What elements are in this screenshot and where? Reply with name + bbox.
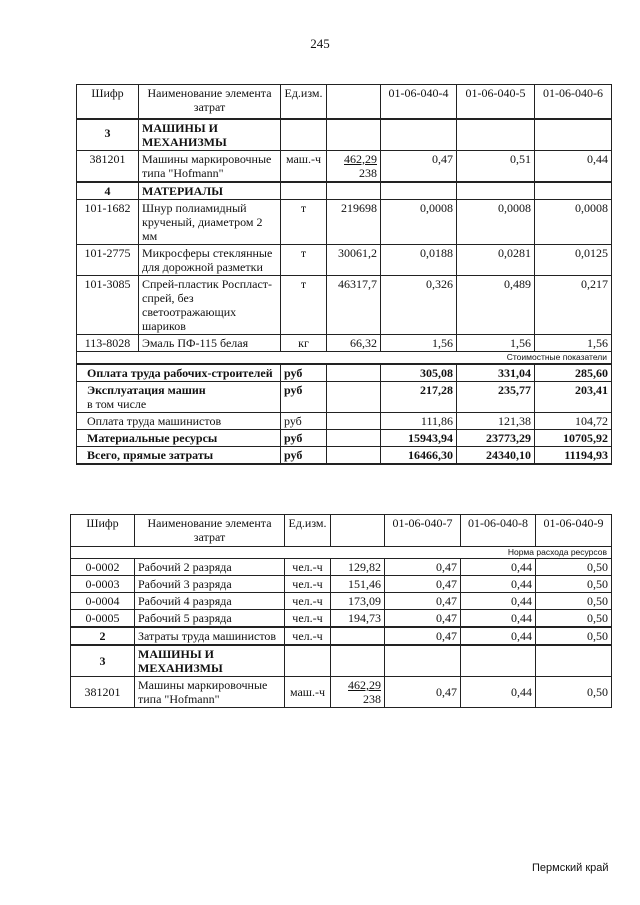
summary-label: Оплата труда машинистов: [77, 412, 281, 429]
row-price: 66,32: [327, 334, 381, 351]
summary-value-3: 285,60: [535, 364, 612, 382]
page-number: 245: [310, 36, 330, 51]
row-name: Микросферы стеклянные для дорожной разметки: [139, 244, 281, 275]
summary-value-1: 217,28: [381, 381, 457, 412]
header-blank: [331, 515, 385, 547]
row-value-3: 0,50: [536, 576, 612, 593]
row-value-3: 0,50: [536, 610, 612, 628]
row-unit: чел.-ч: [285, 593, 331, 610]
row-name: Эмаль ПФ-115 белая: [139, 334, 281, 351]
row-value-1: 0,47: [385, 677, 461, 708]
row-price: [331, 677, 385, 708]
price-bottom: 238: [363, 692, 381, 706]
row-unit: маш.-ч: [285, 677, 331, 708]
price-top: 462,29: [344, 151, 377, 166]
row-unit: чел.-ч: [285, 576, 331, 593]
row-value-1: 0,0188: [381, 244, 457, 275]
norm-row: [71, 547, 612, 559]
table-row: [71, 610, 612, 628]
section-machines: [77, 119, 612, 151]
header-unit: Ед.изм.: [281, 85, 327, 119]
row-value-3: 0,50: [536, 559, 612, 576]
section-code: 3: [71, 645, 135, 677]
row-name: Рабочий 2 разряда: [135, 559, 285, 576]
cost-indicators-label: Стоимостные показатели: [77, 351, 612, 364]
summary-unit: руб: [281, 381, 327, 412]
row-price: 151,46: [331, 576, 385, 593]
norm-label: Норма расхода ресурсов: [71, 547, 612, 559]
row-unit: кг: [281, 334, 327, 351]
table-row: [71, 593, 612, 610]
summary-row: [77, 446, 612, 464]
summary-value-3: 104,72: [535, 412, 612, 429]
row-unit: чел.-ч: [285, 610, 331, 628]
table2-header-row: [71, 515, 612, 547]
summary-value-2: 235,77: [457, 381, 535, 412]
summary-value-2: 24340,10: [457, 446, 535, 464]
row-value-1: 0,47: [385, 610, 461, 628]
row-value-2: 0,0281: [457, 244, 535, 275]
summary-unit: руб: [281, 412, 327, 429]
row-name: Рабочий 4 разряда: [135, 593, 285, 610]
header-col-2: 01-06-040-8: [461, 515, 536, 547]
row-value-2: 0,44: [461, 610, 536, 628]
header-col-1: 01-06-040-7: [385, 515, 461, 547]
section-code: 3: [77, 119, 139, 151]
table-row: [71, 576, 612, 593]
row-code: 0-0002: [71, 559, 135, 576]
summary-value-2: 121,38: [457, 412, 535, 429]
summary-label: Всего, прямые затраты: [77, 446, 281, 464]
table-row: [77, 244, 612, 275]
row-value-1: 0,47: [381, 150, 457, 182]
section-title: МАШИНЫ И МЕХАНИЗМЫ: [135, 645, 285, 677]
row-unit: т: [281, 244, 327, 275]
cost-indicators-row: [77, 351, 612, 364]
header-blank: [327, 85, 381, 119]
row-value-1: 1,56: [381, 334, 457, 351]
row-value-2: 0,51: [457, 150, 535, 182]
row-code: 0-0004: [71, 593, 135, 610]
row-name: Рабочий 3 разряда: [135, 576, 285, 593]
table-row: [77, 150, 612, 182]
row-value-3: 0,50: [536, 627, 612, 645]
row-code: 2: [71, 627, 135, 645]
summary-row: [77, 364, 612, 382]
table-row: [71, 559, 612, 576]
row-code: 101-2775: [77, 244, 139, 275]
header-code: Шифр: [77, 85, 139, 119]
row-code: 101-1682: [77, 199, 139, 244]
row-value-2: 0,44: [461, 677, 536, 708]
summary-label-main: Эксплуатация машин: [87, 382, 206, 397]
section-machines: [71, 645, 612, 677]
row-unit: т: [281, 275, 327, 334]
row-value-1: 0,0008: [381, 199, 457, 244]
table1-header-row: [77, 85, 612, 119]
row-value-1: 0,47: [385, 593, 461, 610]
summary-value-1: 16466,30: [381, 446, 457, 464]
summary-label: Оплата труда рабочих-строителей: [77, 364, 281, 382]
row-value-2: 0,44: [461, 559, 536, 576]
table-row: [77, 199, 612, 244]
row-value-3: 1,56: [535, 334, 612, 351]
summary-value-2: 23773,29: [457, 429, 535, 446]
row-code: 0-0005: [71, 610, 135, 628]
row-unit: т: [281, 199, 327, 244]
row-value-1: 0,326: [381, 275, 457, 334]
row-unit: чел.-ч: [285, 627, 331, 645]
summary-value-3: 11194,93: [535, 446, 612, 464]
summary-value-3: 10705,92: [535, 429, 612, 446]
summary-label: Материальные ресурсы: [77, 429, 281, 446]
summary-value-1: 15943,94: [381, 429, 457, 446]
summary-value-3: 203,41: [535, 381, 612, 412]
row-unit: чел.-ч: [285, 559, 331, 576]
row-name: Машины маркировочные типа "Hofmann": [139, 150, 281, 182]
row-value-2: 0,489: [457, 275, 535, 334]
row-value-3: 0,44: [535, 150, 612, 182]
header-col-3: 01-06-040-6: [535, 85, 612, 119]
row-code: 0-0003: [71, 576, 135, 593]
row-name: Затраты труда машинистов: [135, 627, 285, 645]
row-code: 381201: [77, 150, 139, 182]
row-price: 219698: [327, 199, 381, 244]
row-name: Рабочий 5 разряда: [135, 610, 285, 628]
summary-row: [77, 412, 612, 429]
summary-row: [77, 429, 612, 446]
header-name: Наименование элемента затрат: [139, 85, 281, 119]
resource-table-1: [76, 84, 612, 465]
row-price: 129,82: [331, 559, 385, 576]
resource-table-2: [70, 514, 612, 708]
price-top: 462,29: [348, 678, 381, 692]
row-value-2: 0,0008: [457, 199, 535, 244]
row-price: 46317,7: [327, 275, 381, 334]
header-name: Наименование элемента затрат: [135, 515, 285, 547]
header-col-1: 01-06-040-4: [381, 85, 457, 119]
summary-unit: руб: [281, 429, 327, 446]
row-price: 194,73: [331, 610, 385, 628]
row-value-2: 0,44: [461, 576, 536, 593]
summary-value-1: 111,86: [381, 412, 457, 429]
section-title: МАТЕРИАЛЫ: [139, 182, 281, 200]
row-code: 381201: [71, 677, 135, 708]
row-code: 113-8028: [77, 334, 139, 351]
row-value-3: 0,0125: [535, 244, 612, 275]
summary-label-sub: в том числе: [87, 396, 147, 411]
section-title: МАШИНЫ И МЕХАНИЗМЫ: [139, 119, 281, 151]
summary-row: [77, 381, 612, 412]
table-row: [71, 677, 612, 708]
summary-unit: руб: [281, 364, 327, 382]
row-name: Машины маркировочные типа "Hofmann": [135, 677, 285, 708]
row-value-3: 0,50: [536, 677, 612, 708]
row-name: Спрей-пластик Роспласт-спрей, без светоотражающих шариков: [139, 275, 281, 334]
table-row: [71, 627, 612, 645]
row-value-3: 0,217: [535, 275, 612, 334]
section-materials: [77, 182, 612, 200]
summary-unit: руб: [281, 446, 327, 464]
price-bottom: 238: [359, 165, 377, 180]
row-price: 173,09: [331, 593, 385, 610]
row-value-1: 0,47: [385, 559, 461, 576]
row-value-2: 0,44: [461, 593, 536, 610]
header-unit: Ед.изм.: [285, 515, 331, 547]
row-name: Шнур полиамидный крученый, диаметром 2 мм: [139, 199, 281, 244]
summary-value-1: 305,08: [381, 364, 457, 382]
row-value-1: 0,47: [385, 627, 461, 645]
row-value-3: 0,0008: [535, 199, 612, 244]
summary-label: [77, 381, 281, 412]
row-value-2: 1,56: [457, 334, 535, 351]
header-col-3: 01-06-040-9: [536, 515, 612, 547]
row-code: 101-3085: [77, 275, 139, 334]
row-value-1: 0,47: [385, 576, 461, 593]
row-value-3: 0,50: [536, 593, 612, 610]
section-code: 4: [77, 182, 139, 200]
table-row: [77, 275, 612, 334]
header-col-2: 01-06-040-5: [457, 85, 535, 119]
row-price: 30061,2: [327, 244, 381, 275]
row-unit: маш.-ч: [281, 150, 327, 182]
header-code: Шифр: [71, 515, 135, 547]
summary-value-2: 331,04: [457, 364, 535, 382]
table-row: [77, 334, 612, 351]
row-price: [327, 150, 381, 182]
row-value-2: 0,44: [461, 627, 536, 645]
footer-region: Пермский край: [532, 862, 609, 874]
